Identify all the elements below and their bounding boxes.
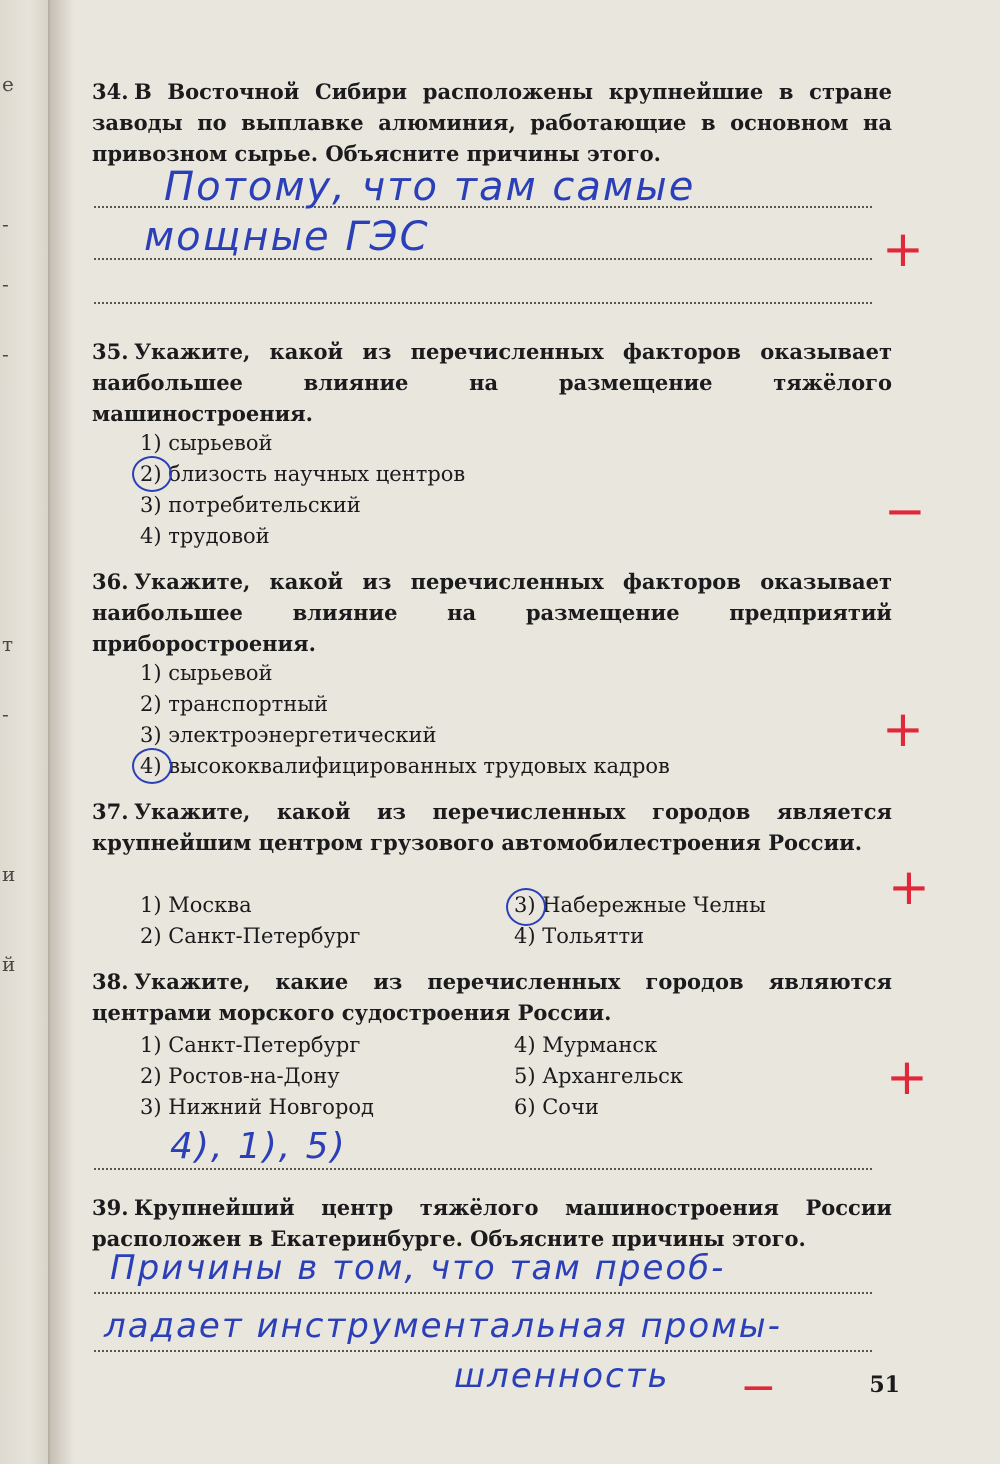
answer-line: [94, 1168, 872, 1170]
option: 3) Набережные Челны: [514, 893, 766, 917]
question-text: Укажите, какой из перечисленных городов является крупнейшим центром грузового автомобилестроения России.: [92, 799, 892, 855]
question-number: 36.: [92, 569, 129, 594]
handwritten-answer: ладает инструментальная промы-: [104, 1306, 782, 1346]
grade-mark: +: [886, 1048, 928, 1106]
option: 4) трудовой: [140, 524, 270, 548]
handwritten-answer: шленность: [454, 1356, 670, 1396]
question-37: [92, 796, 892, 858]
selected-circle: [132, 748, 172, 784]
option: 5) Архангельск: [514, 1064, 684, 1088]
option: 2) транспортный: [140, 692, 328, 716]
grade-mark: −: [884, 482, 926, 540]
option: 2) близость научных центров: [140, 462, 466, 486]
spine-shadow: [48, 0, 74, 1464]
option: 6) Сочи: [514, 1095, 599, 1119]
option: 4) Мурманск: [514, 1033, 658, 1057]
answer-line: [94, 1292, 872, 1294]
handwritten-answer: Потому, что там самые: [164, 164, 696, 210]
grade-mark: +: [888, 858, 930, 916]
grade-mark: −: [740, 1362, 777, 1413]
page-number: 51: [869, 1372, 900, 1398]
selected-circle: [506, 888, 546, 926]
option: 1) сырьевой: [140, 661, 273, 685]
question-34: [92, 76, 892, 169]
handwritten-answer: мощные ГЭС: [144, 214, 430, 260]
question-number: 34.: [92, 79, 129, 104]
spine-fragment: е: [2, 72, 14, 96]
option: 1) Санкт-Петербург: [140, 1033, 361, 1057]
question-number: 35.: [92, 339, 129, 364]
spine-fragment: -: [2, 272, 9, 296]
question-text: В Восточной Сибири расположены крупнейшие в стране заводы по выплавке алюминия, работающие в основном на привозном сырье. Объясните причины этого.: [92, 79, 892, 166]
question-36: [92, 566, 892, 659]
option: 3) Нижний Новгород: [140, 1095, 374, 1119]
grade-mark: +: [882, 700, 924, 758]
question-text: Укажите, какой из перечисленных факторов оказывает наибольшее влияние на размещение предприятий приборостроения.: [92, 569, 892, 656]
option: 1) Москва: [140, 893, 252, 917]
question-text: Укажите, какие из перечисленных городов являются центрами морского судостроения России.: [92, 969, 892, 1025]
question-35: [92, 336, 892, 429]
grade-mark: +: [882, 220, 924, 278]
option: 4) высококвалифицированных трудовых кадров: [140, 754, 670, 778]
spine-fragment: й: [2, 952, 16, 976]
spine-fragment: и: [2, 862, 16, 886]
question-text: Крупнейший центр тяжёлого машиностроения России расположен в Екатеринбурге. Объясните причины этого.: [92, 1195, 892, 1251]
spine-fragment: -: [2, 702, 9, 726]
answer-line: [94, 302, 872, 304]
option: 1) сырьевой: [140, 431, 273, 455]
option: 2) Ростов-на-Дону: [140, 1064, 340, 1088]
question-39: [92, 1192, 892, 1254]
question-text: Укажите, какой из перечисленных факторов оказывает наибольшее влияние на размещение тяжёлого машиностроения.: [92, 339, 892, 426]
spine-fragment: -: [2, 212, 9, 236]
workbook-page: [74, 0, 1000, 1464]
option: 2) Санкт-Петербург: [140, 924, 361, 948]
selected-circle: [132, 456, 172, 492]
option: 3) электроэнергетический: [140, 723, 437, 747]
answer-line: [94, 1350, 872, 1352]
question-number: 39.: [92, 1195, 129, 1220]
question-number: 37.: [92, 799, 129, 824]
question-38: [92, 966, 892, 1028]
option: 4) Тольятти: [514, 924, 645, 948]
spine-fragment: т: [2, 632, 14, 656]
spine-fragment: -: [2, 342, 9, 366]
option: 3) потребительский: [140, 493, 361, 517]
handwritten-answer: Причины в том, что там преоб-: [110, 1248, 726, 1288]
question-number: 38.: [92, 969, 129, 994]
handwritten-answer: 4), 1), 5): [170, 1126, 347, 1167]
